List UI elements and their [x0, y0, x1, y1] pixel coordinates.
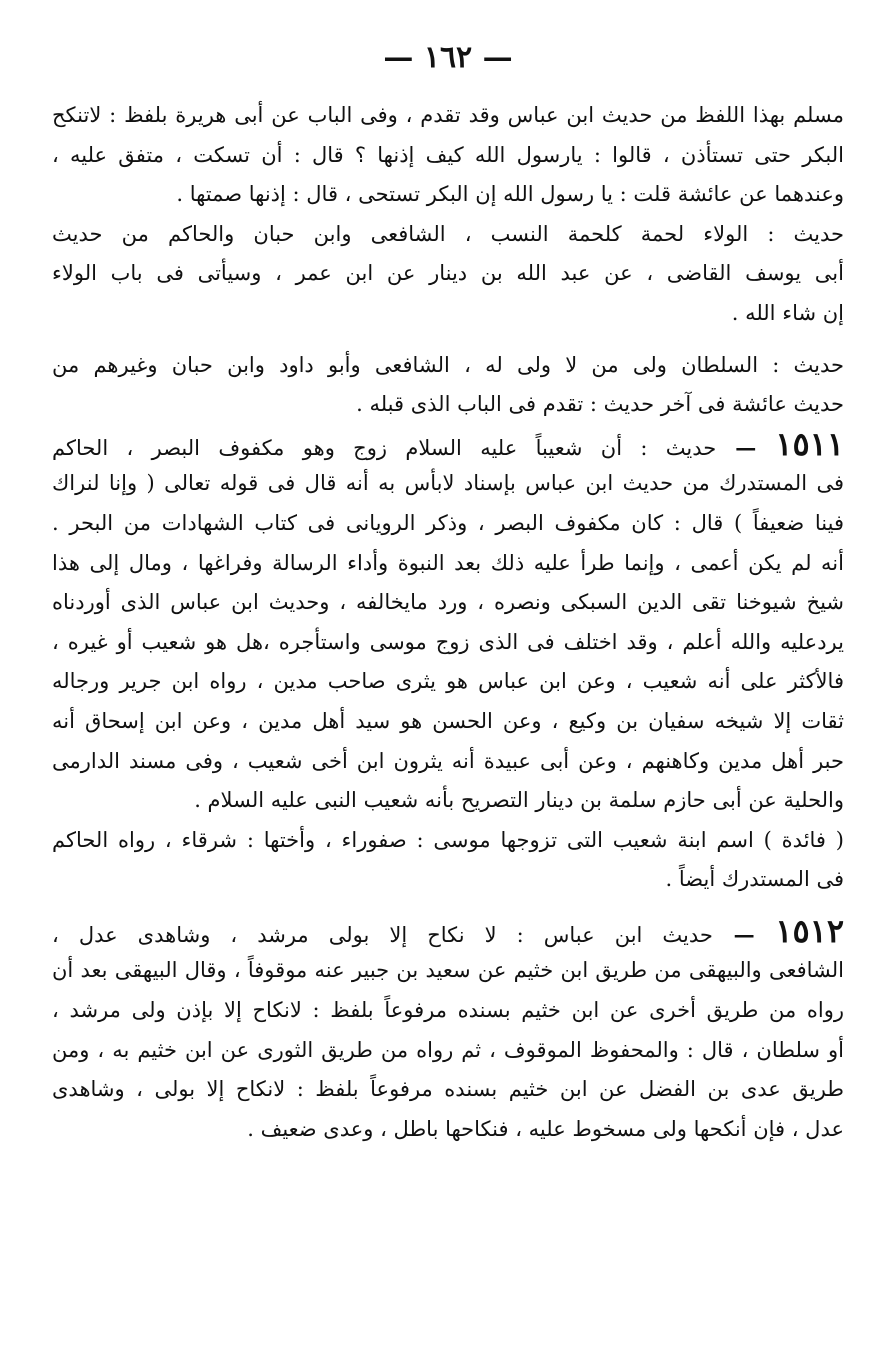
- text-segment: حديث ابن عباس : لا نكاح إلا بولى مرشد ، وشاهدى عدل ،: [52, 922, 713, 947]
- text-line: فى المستدرك أيضاً .: [665, 867, 844, 892]
- paragraph-faida: [52, 821, 844, 900]
- text-line: مسلم بهذا اللفظ من حديث ابن عباس وقد تقدم ، وفى الباب عن أبى هريرة بلفظ : لاتنكح: [52, 103, 844, 127]
- paragraph-gap: [52, 900, 844, 912]
- text-line: إن شاء الله .: [731, 300, 844, 325]
- text-line: أبى يوسف القاضى ، عن عبد الله بن دينار عن ابن عمر ، وسيأتى فى باب الولاء: [52, 261, 844, 286]
- text-line: حديث : الولاء لحمة كلحمة النسب ، الشافعى وابن حبان والحاكم من حديث: [52, 221, 844, 246]
- text-segment: حديث : أن شعيباً عليه السلام زوج وهو مكفوف البصر ، الحاكم: [52, 435, 717, 460]
- text-line: أنه لم يكن أعمى ، وإنما طرأ عليه ذلك بعد النبوة وأداء الرسالة وفراغها ، ومال إلى هذا: [52, 550, 844, 575]
- hadith-entry-1512: [52, 912, 844, 1150]
- text-line-with-number: [52, 425, 844, 465]
- text-line: حبر أهل مدين وكاهنهم ، وعن أبى عبيدة أنه يثرون ابن أخى شعيب ، وفى مسند الدارمى: [52, 748, 844, 773]
- text-line: البكر حتى تستأذن ، قالوا : يارسول الله كيف إذنها ؟ قال : أن تسكت ، متفق عليه ،: [52, 142, 844, 167]
- text-line: فى المستدرك من حديث ابن عباس بإسناد لابأس به أنه قال فى قوله تعالى ( وإنا لنراك: [52, 471, 844, 496]
- dash-separator: —: [716, 434, 776, 460]
- hadith-number: ١٥١٢: [775, 911, 844, 950]
- text-line: شيخ شيوخنا تقى الدين السبكى ونصره ، ورد مايخالفه ، وحديث ابن عباس الذى أوردناه: [52, 590, 844, 615]
- paragraph-muslim-hadith: [52, 96, 844, 215]
- hadith-number: ١٥١١: [775, 424, 844, 463]
- text-line: حديث : السلطان ولى من لا ولى له ، الشافعى وأبو داود وابن حبان وغيرهم من: [52, 352, 844, 377]
- text-line: يردعليه والله أعلم ، وقد اختلف فى الذى زوج موسى واستأجره ،هل هو شعيب أو غيره ،: [52, 629, 844, 654]
- text-line: ثقات إلا شيخه سفيان بن وكيع ، وعن الحسن هو سيد أهل مدين ، وعن ابن إسحاق أنه: [52, 708, 844, 733]
- paragraph-gap: [52, 334, 844, 346]
- page-number: — ١٦٢ —: [383, 40, 513, 75]
- text-line: عدل ، فإن أنكحها ولى مسخوط عليه ، فنكاحها باطل ، وعدى ضعيف .: [247, 1116, 844, 1141]
- text-line: والحلية عن أبى حازم سلمة بن دينار التصريح بأنه شعيب النبى عليه السلام .: [194, 788, 844, 813]
- paragraph-wala-hadith: [52, 215, 844, 334]
- text-line: حديث عائشة فى آخر حديث : تقدم فى الباب الذى قبله .: [356, 392, 844, 417]
- text-line: طريق عدى بن الفضل عن ابن خثيم بسنده مرفوعاً بلفظ : لانكاح إلا بولى ، وشاهدى: [52, 1077, 844, 1102]
- text-line: رواه من طريق أخرى عن ابن خثيم بسنده مرفوعاً بلفظ : لانكاح إلا بإذن ولى مرشد ،: [52, 998, 844, 1023]
- dash-separator: —: [712, 921, 776, 947]
- text-line: الشافعى والبيهقى من طريق ابن خثيم عن سعيد بن جبير عنه موقوفاً ، وقال البيهقى بعد أن: [52, 958, 844, 983]
- hadith-entry-1511: [52, 425, 844, 821]
- text-line-with-number: [52, 912, 844, 952]
- text-line: فالأكثر على أنه شعيب ، وعن ابن عباس هو يثرى صاحب مدين ، رواه ابن جرير ورجاله: [52, 669, 844, 694]
- text-line: وعندهما عن عائشة قلت : يا رسول الله إن البكر تستحى ، قال : إذنها صمتها .: [176, 182, 844, 207]
- text-line: فينا ضعيفاً ) قال : كان مكفوف البصر ، وذكر الرويانى فى كتاب الشهادات من البحر .: [52, 510, 844, 535]
- text-line: أو سلطان ، قال : والمحفوظ الموقوف ، ثم رواه من طريق الثورى عن ابن خثيم به ، ومن: [52, 1037, 844, 1062]
- paragraph-sultan-hadith: [52, 346, 844, 425]
- text-line: ( فائدة ) اسم ابنة شعيب التى تزوجها موسى : صفوراء ، وأختها : شرقاء ، رواه الحاكم: [52, 827, 844, 852]
